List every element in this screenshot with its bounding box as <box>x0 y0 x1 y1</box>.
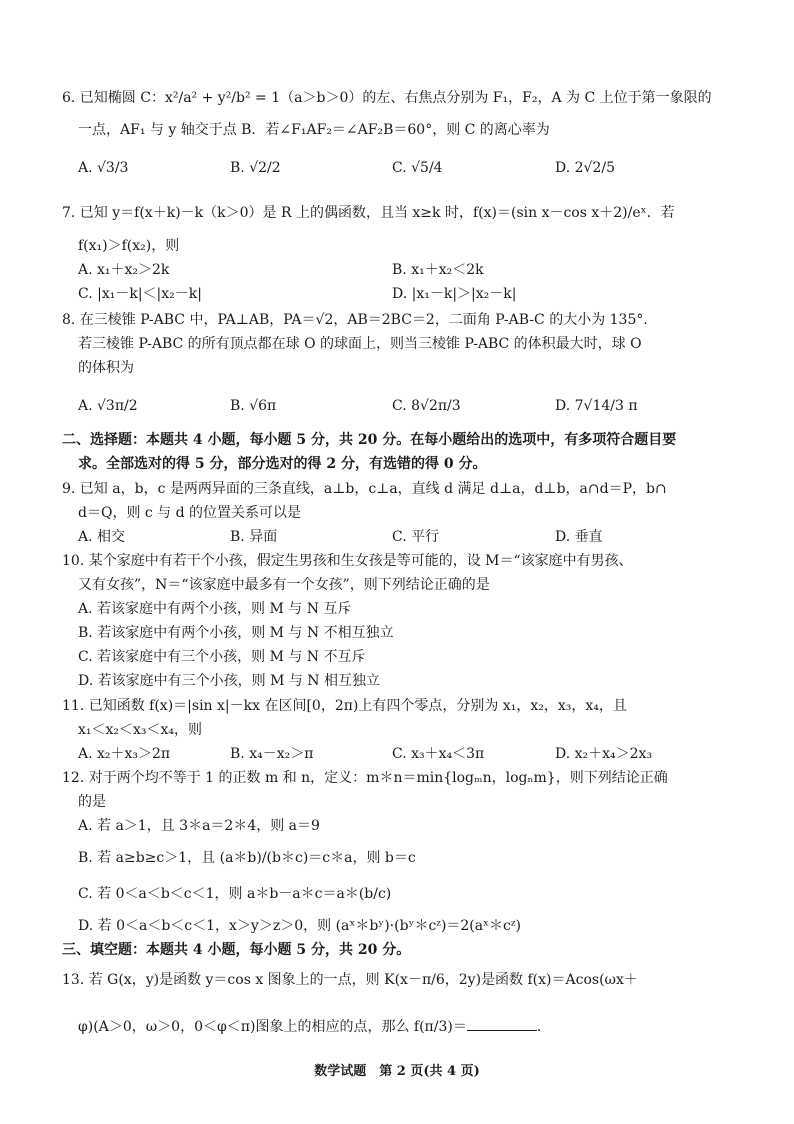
q13-stem-line1: 13. 若 G(x，y)是函数 y＝cos x 图象上的一点，则 K(x－π/6，2y)是函数 f(x)＝Acos(ωx＋ <box>62 972 638 988</box>
q13-answer-blank <box>467 1016 537 1031</box>
section-2-heading: 二、选择题：本题共 4 小题，每小题 5 分，共 20 分。在每小题给出的选项中，有多项符合题目要 <box>62 432 677 448</box>
q12-option-a: A. 若 a＞1，且 3＊a＝2＊4，则 a＝9 <box>78 818 320 834</box>
q11-option-b: B. x₄－x₂＞π <box>230 746 314 762</box>
q6-option-d: D. 2√2/5 <box>555 160 615 176</box>
q13-stem-text: φ)(A＞0，ω＞0，0＜φ＜π)图象上的相应的点，那么 f(π/3)＝ <box>78 1019 467 1035</box>
q12-stem-line1: 12. 对于两个均不等于 1 的正数 m 和 n，定义：m＊n＝min{logₘn，logₙm}，则下列结论正确 <box>62 770 668 786</box>
q11-option-d: D. x₂＋x₄＞2x₃ <box>555 746 653 762</box>
q11-option-c: C. x₃＋x₄＜3π <box>392 746 485 762</box>
q10-option-c: C. 若该家庭中有三个小孩，则 M 与 N 不互斥 <box>78 649 366 665</box>
q11-stem-line1: 11. 已知函数 f(x)＝|sin x|－kx 在区间[0，2π)上有四个零点，分别为 x₁，x₂，x₃，x₄，且 <box>62 698 627 714</box>
q6-option-b: B. √2/2 <box>230 160 281 176</box>
q12-stem-line2: 的是 <box>78 794 106 810</box>
q8-option-d: D. 7√14/3 π <box>555 398 638 414</box>
q6-stem-line2: 一点，AF₁ 与 y 轴交于点 B．若∠F₁AF₂＝∠AF₂B＝60°，则 C 的离心率为 <box>78 122 550 138</box>
q12-option-d: D. 若 0＜a＜b＜c＜1，x＞y＞z＞0，则 (aˣ＊bʸ)·(bʸ＊cᶻ)＝2(aˣ＊cᶻ) <box>78 918 521 934</box>
section-2-heading-cont: 求。全部选对的得 5 分，部分选对的得 2 分，有选错的得 0 分。 <box>78 456 487 472</box>
q12-option-c: C. 若 0＜a＜b＜c＜1，则 a＊b－a＊c＝a＊(b/c) <box>78 886 392 902</box>
q11-option-a: A. x₂＋x₃＞2π <box>78 746 171 762</box>
q9-stem-line2: d＝Q，则 c 与 d 的位置关系可以是 <box>78 505 302 521</box>
q7-option-d: D. |x₁－k|＞|x₂－k| <box>392 286 517 302</box>
q6-option-a: A. √3/3 <box>78 160 129 176</box>
q9-stem-line1: 9. 已知 a，b，c 是两两异面的三条直线，a⊥b，c⊥a，直线 d 满足 d⊥a，d⊥b，a∩d＝P，b∩ <box>62 481 667 497</box>
q12-option-b: B. 若 a≥b≥c＞1，且 (a＊b)/(b＊c)＝c＊a，则 b＝c <box>78 850 416 866</box>
page-footer: 数学试题 第 2 页(共 4 页) <box>314 1064 480 1079</box>
q9-option-b: B. 异面 <box>230 529 278 545</box>
q8-option-b: B. √6π <box>230 398 277 414</box>
q7-option-a: A. x₁＋x₂＞2k <box>78 262 170 278</box>
q10-stem-line1: 10. 某个家庭中有若干个小孩，假定生男孩和生女孩是等可能的，设 M＝“该家庭中有男孩、 <box>62 553 633 569</box>
q8-option-c: C. 8√2π/3 <box>392 398 461 414</box>
q8-stem-line1: 8. 在三棱锥 P-ABC 中，PA⊥AB，PA＝√2，AB＝2BC＝2，二面角 P-AB-C 的大小为 135°． <box>62 312 658 328</box>
q13-stem-line2 <box>78 1016 551 1037</box>
q7-stem-line2: f(x₁)＞f(x₂)，则 <box>78 238 180 254</box>
q7-option-b: B. x₁＋x₂＜2k <box>392 262 484 278</box>
q9-option-c: C. 平行 <box>392 529 440 545</box>
q7-stem-line1: 7. 已知 y＝f(x＋k)－k（k＞0）是 R 上的偶函数，且当 x≥k 时，f(x)＝(sin x－cos x＋2)/eˣ．若 <box>62 205 675 221</box>
q10-option-b: B. 若该家庭中有两个小孩，则 M 与 N 不相互独立 <box>78 625 394 641</box>
q7-option-c: C. |x₁－k|＜|x₂－k| <box>78 286 202 302</box>
q8-stem-line2: 若三棱锥 P-ABC 的所有顶点都在球 O 的球面上，则当三棱锥 P-ABC 的体积最大时，球 O <box>78 336 642 352</box>
section-3-heading: 三、填空题：本题共 4 小题，每小题 5 分，共 20 分。 <box>62 942 411 958</box>
q8-option-a: A. √3π/2 <box>78 398 138 414</box>
q6-stem-line1: 6. 已知椭圆 C：x²/a² + y²/b² = 1（a＞b＞0）的左、右焦点分别为 F₁，F₂，A 为 C 上位于第一象限的 <box>62 90 712 106</box>
q13-period: ． <box>536 1019 551 1035</box>
q10-option-a: A. 若该家庭中有两个小孩，则 M 与 N 互斥 <box>78 601 352 617</box>
q9-option-d: D. 垂直 <box>555 529 603 545</box>
q10-option-d: D. 若该家庭中有三个小孩，则 M 与 N 相互独立 <box>78 673 381 689</box>
q11-stem-line2: x₁＜x₂＜x₃＜x₄，则 <box>78 722 203 738</box>
q9-option-a: A. 相交 <box>78 529 126 545</box>
q8-stem-line3: 的体积为 <box>78 360 134 376</box>
q6-option-c: C. √5/4 <box>392 160 443 176</box>
q10-stem-line2: 又有女孩”，N＝“该家庭中最多有一个女孩”，则下列结论正确的是 <box>78 577 490 593</box>
